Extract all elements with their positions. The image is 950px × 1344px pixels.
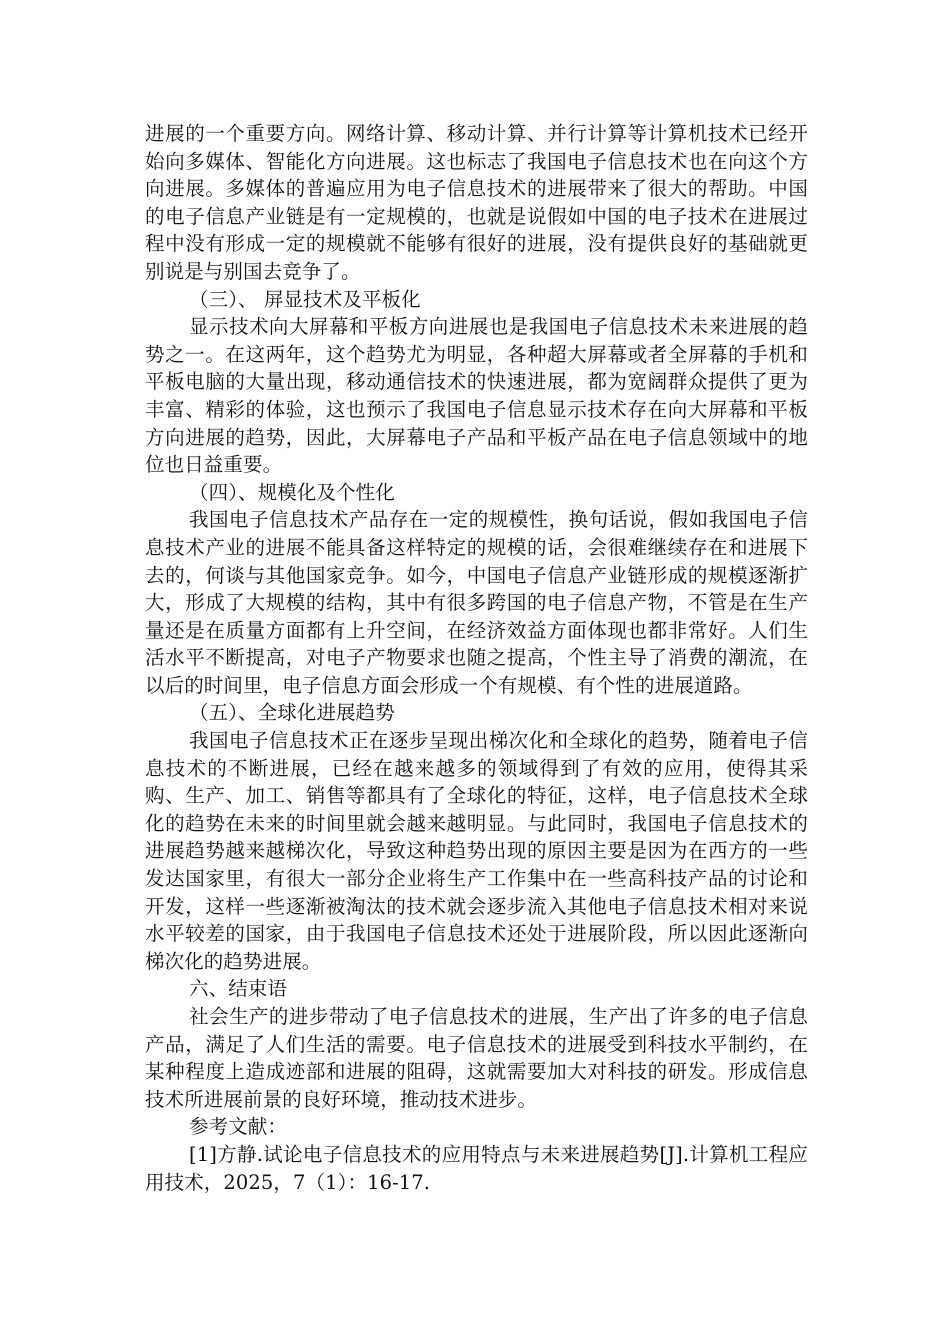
body-paragraph: 社会生产的进步带动了电子信息技术的进展，生产出了许多的电子信息产品，满足了人们生活的需要。电子信息技术的进展受到科技水平制约，在某种程度上造成迹部和进展的阻碍，这就需要加大对科技的研发。形成信息技术所进展前景的良好环境，推动技术进步。 <box>145 1005 808 1111</box>
section-heading-4: （四）、规模化及个性化 <box>189 480 395 504</box>
body-paragraph: 我国电子信息技术产品存在一定的规模性，换句话说，假如我国电子信息技术产业的进展不能具备这样特定的规模的话，会很难继续存在和进展下去的，何谈与其他国家竞争。如今，中国电子信息产业链形成的规模逐渐扩大，形成了大规模的结构，其中有很多跨国的电子信息产物，不管是在生产量还是在质量方面都有上升空间，在经济效益方面体现也都非常好。人们生活水平不断提高，对电子产物要求也随之提高，个性主导了消费的潮流，在以后的时间里，电子信息方面会形成一个有规模、有个性的进展道路。 <box>145 508 808 697</box>
body-paragraph: 进展的一个重要方向。网络计算、移动计算、并行计算等计算机技术已经开始向多媒体、智能化方向进展。这也标志了我国电子信息技术也在向这个方向进展。多媒体的普遍应用为电子信息技术的进展带来了很大的帮助。中国的电子信息产业链是有一定规模的，也就是说假如中国的电子技术在进展过程中没有形成一定的规模就不能够有很好的进展，没有提供良好的基础就更别说是与别国去竞争了。 <box>145 122 808 283</box>
references-heading: 参考文献： <box>189 1115 288 1139</box>
section-heading-3: （三）、 屏显技术及平板化 <box>189 287 421 311</box>
reference-entry: [1]方静.试论电子信息技术的应用特点与未来进展趋势[J].计算机工程应用技术，2025，7（1）：16-17. <box>145 1142 808 1194</box>
body-paragraph: 显示技术向大屏幕和平板方向进展也是我国电子信息技术未来进展的趋势之一。在这两年，这个趋势尤为明显，各种超大屏幕或者全屏幕的手机和平板电脑的大量出现，移动通信技术的快速进展，都为宽阔群众提供了更为丰富、精彩的体验，这也预示了我国电子信息显示技术存在向大屏幕和平板方向进展的趋势，因此，大屏幕电子产品和平板产品在电子信息领域中的地位也日益重要。 <box>145 315 808 477</box>
section-heading-5: （五）、全球化进展趋势 <box>189 701 395 725</box>
body-paragraph: 我国电子信息技术正在逐步呈现出梯次化和全球化的趋势，随着电子信息技术的不断进展，已经在越来越多的领域得到了有效的应用，使得其采购、生产、加工、销售等都具有了全球化的特征，这样，电子信息技术全球化的趋势在未来的时间里就会越来越明显。与此同时，我国电子信息技术的进展趋势越来越梯次化，导致这种趋势出现的原因主要是因为在西方的一些发达国家里，有很大一部分企业将生产工作集中在一些高科技产品的讨论和开发，这样一些逐渐被淘汰的技术就会逐步流入其他电子信息技术相对来说水平较差的国家，由于我国电子信息技术还处于进展阶段，所以因此逐渐向梯次化的趋势进展。 <box>145 729 808 973</box>
document-body <box>145 120 808 1196</box>
section-heading-conclusion: 六、结束语 <box>189 977 288 1001</box>
